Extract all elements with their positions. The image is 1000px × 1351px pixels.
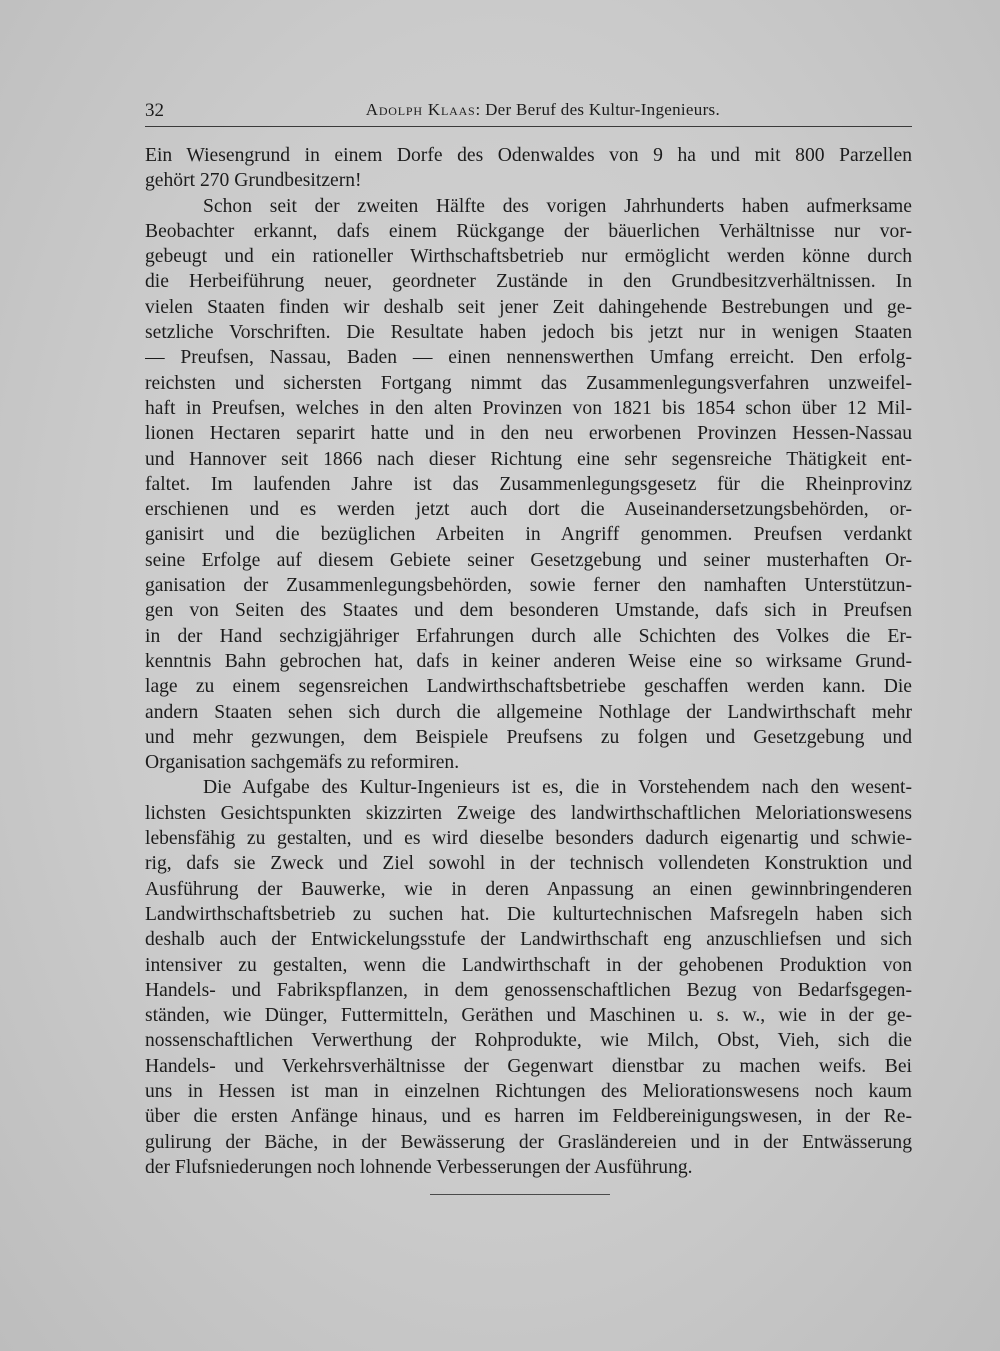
running-head-title: : Der Beruf des Kultur-Ingenieurs. bbox=[475, 100, 720, 119]
page-number: 32 bbox=[145, 100, 164, 121]
text-line: über die ersten Anfänge hinaus, und es harren im Feldbereinigungswesen, in der Re- bbox=[145, 1106, 912, 1128]
paragraph bbox=[145, 194, 912, 776]
end-rule bbox=[430, 1194, 610, 1195]
text-line: ganisation der Zusammenlegungsbehörden, sowie ferner den namhaften Unterstützun- bbox=[145, 575, 912, 597]
text-line: faltet. Im laufenden Jahre ist das Zusammenlegungsgesetz für die Rheinprovinz bbox=[145, 473, 912, 495]
text-line: reichsten und sichersten Fortgang nimmt das Zusammenlegungsverfahren unzweifel- bbox=[145, 372, 912, 394]
text-line: haft in Preufsen, welches in den alten Provinzen von 1821 bis 1854 schon über 12 Mil- bbox=[145, 397, 912, 419]
text-line: und mehr gezwungen, dem Beispiele Preufsens zu folgen und Gesetzgebung und bbox=[145, 726, 912, 748]
text-line: setzliche Vorschriften. Die Resultate haben jedoch bis jetzt nur in wenigen Staaten bbox=[145, 322, 912, 344]
text-line: uns in Hessen ist man in einzelnen Richtungen des Meliorationswesens noch kaum bbox=[145, 1080, 912, 1102]
text-line: rig, dafs sie Zweck und Ziel sowohl in der technisch vollendeten Konstruktion und bbox=[145, 853, 912, 875]
text-line: gulirung der Bäche, in der Bewässerung der Grasländereien und in der Entwässerung bbox=[145, 1131, 912, 1153]
text-line: Beobachter erkannt, dafs einem Rückgange der bäuerlichen Verhältnisse nur vor- bbox=[145, 220, 912, 242]
text-line: in der Hand sechzigjähriger Erfahrungen durch alle Schichten des Volkes die Er- bbox=[145, 625, 912, 647]
body-text bbox=[145, 143, 912, 1180]
text-line: Ein Wiesengrund in einem Dorfe des Odenwaldes von 9 ha und mit 800 Parzellen bbox=[145, 145, 912, 166]
text-line: und Hannover seit 1866 nach dieser Richtung eine sehr segensreiche Thätigkeit ent- bbox=[145, 448, 912, 470]
text-line: andern Staaten sehen sich durch die allgemeine Nothlage der Landwirthschaft mehr bbox=[145, 701, 912, 723]
text-line: seine Erfolge auf diesem Gebiete seiner Gesetzgebung und seiner musterhaften Or- bbox=[145, 549, 912, 571]
paragraph bbox=[145, 143, 912, 194]
text-line: Ausführung der Bauwerke, wie in deren Anpassung an einen gewinnbringenderen bbox=[145, 878, 912, 900]
text-line: deshalb auch der Entwickelungsstufe der Landwirthschaft eng anzuschliefsen und sich bbox=[145, 929, 912, 951]
text-line: Handels- und Fabrikspflanzen, in dem genossenschaftlichen Bezug von Bedarfsgegen- bbox=[145, 979, 912, 1001]
text-line: gen von Seiten des Staates und dem besonderen Umstande, dafs sich in Preufsen bbox=[145, 600, 912, 622]
text-line: gebeugt und ein rationeller Wirthschaftsbetrieb nur ermöglicht werden könne durch bbox=[145, 246, 912, 268]
text-line: Die Aufgabe des Kultur-Ingenieurs ist es, die in Vorstehendem nach den wesent- bbox=[203, 777, 912, 799]
text-line: der Flufsniederungen noch lohnende Verbesserungen der Ausführung. bbox=[145, 1156, 693, 1178]
text-line: Schon seit der zweiten Hälfte des vorigen Jahrhunderts haben aufmerksame bbox=[203, 195, 912, 217]
text-line: Organisation sachgemäfs zu reformiren. bbox=[145, 752, 460, 774]
running-head bbox=[366, 100, 720, 120]
text-line: lichsten Gesichtspunkten skizzirten Zweige des landwirthschaftlichen Meloriationswesens bbox=[145, 802, 912, 824]
text-line: lage zu einem segensreichen Landwirthschaftsbetriebe geschaffen werden kann. Die bbox=[145, 676, 912, 698]
text-line: Handels- und Verkehrsverhältnisse der Gegenwart dienstbar zu machen weifs. Bei bbox=[145, 1055, 912, 1077]
running-head-author: Adolph Klaas bbox=[365, 100, 476, 119]
text-line: gehört 270 Grundbesitzern! bbox=[145, 170, 362, 192]
text-line: die Herbeiführung neuer, geordneter Zustände in den Grundbesitzverhältnissen. In bbox=[145, 271, 912, 293]
text-line: lionen Hectaren separirt hatte und in den neu erworbenen Provinzen Hessen-Nassau bbox=[145, 423, 912, 445]
text-line: vielen Staaten finden wir deshalb seit jener Zeit dahingehende Bestrebungen und ge- bbox=[145, 296, 912, 318]
text-line: nossenschaftlichen Verwerthung der Rohprodukte, wie Milch, Obst, Vieh, sich die bbox=[145, 1030, 912, 1052]
page-header bbox=[145, 96, 912, 127]
paragraph bbox=[145, 775, 912, 1180]
text-line: — Preufsen, Nassau, Baden — einen nennenswerthen Umfang erreicht. Den erfolg- bbox=[145, 347, 912, 369]
text-line: lebensfähig zu gestalten, und es wird dieselbe besonders dadurch eigenartig und schwie- bbox=[145, 828, 912, 850]
text-line: intensiver zu gestalten, wenn die Landwirthschaft in der gehobenen Produktion von bbox=[145, 954, 912, 976]
text-line: ganisirt und die bezüglichen Arbeiten in Angriff genommen. Preufsen verdankt bbox=[145, 524, 912, 546]
text-line: Landwirthschaftsbetrieb zu suchen hat. Die kulturtechnischen Mafsregeln haben sich bbox=[145, 903, 912, 925]
text-line: erschienen und es werden jetzt auch dort die Auseinandersetzungsbehörden, or- bbox=[145, 499, 912, 521]
text-line: kenntnis Bahn gebrochen hat, dafs in keiner anderen Weise eine so wirksame Grund- bbox=[145, 650, 912, 672]
text-line: ständen, wie Dünger, Futtermitteln, Geräthen und Maschinen u. s. w., wie in der ge- bbox=[145, 1005, 912, 1027]
